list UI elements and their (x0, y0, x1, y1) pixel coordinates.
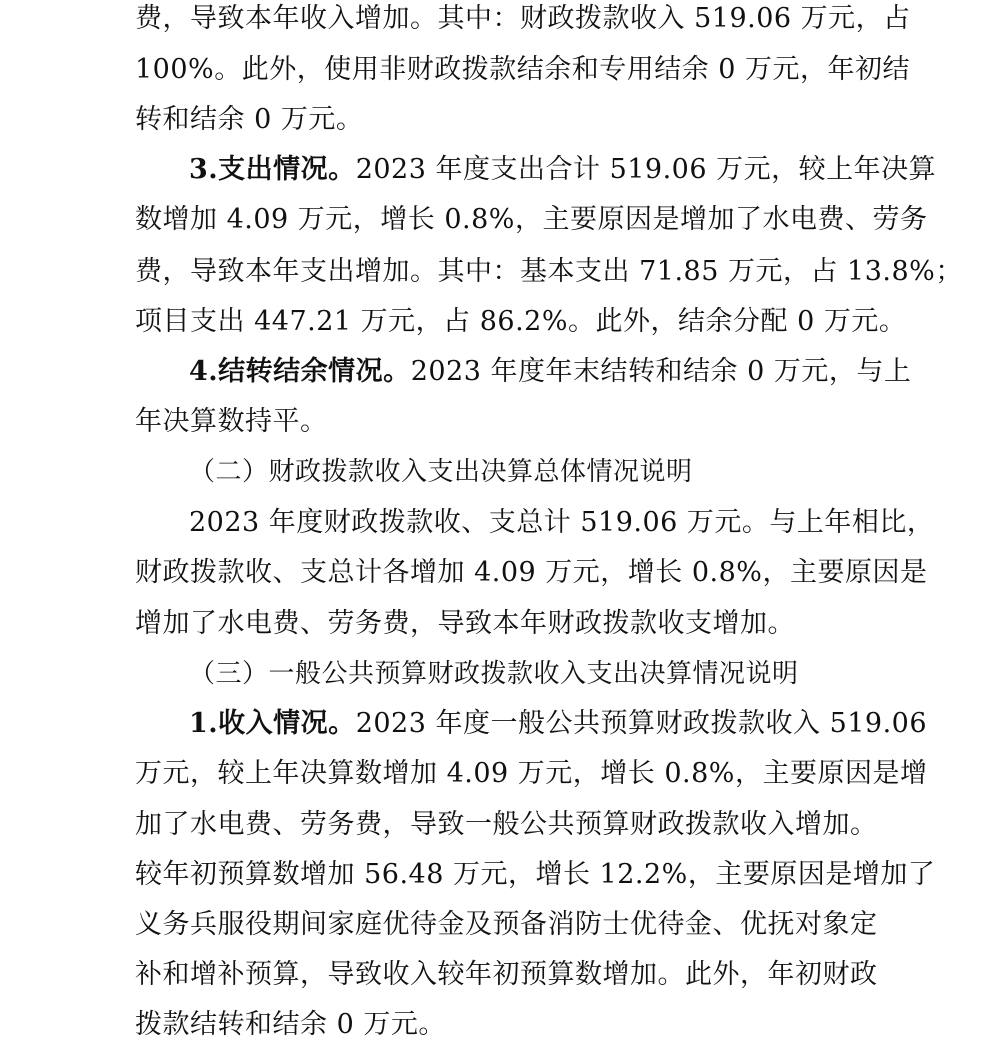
paragraph-line: 数增加 4.09 万元，增长 0.8%，主要原因是增加了水电费、劳务 (135, 204, 928, 235)
paragraph-line (189, 145, 937, 195)
paragraph-line (189, 347, 912, 397)
paragraph-line: 增加了水电费、劳务费，导致本年财政拨款收支增加。 (135, 608, 795, 639)
paragraph-line: 补和增补预算，导致收入较年初预算数增加。此外，年初财政 (135, 959, 878, 990)
paragraph-line: 较年初预算数增加 56.48 万元，增长 12.2%，主要原因是增加了 (135, 859, 936, 890)
paragraph-text: 2023 年度支出合计 519.06 万元，较上年决算 (355, 154, 937, 185)
section-heading: （二）财政拨款收入支出决算总体情况说明 (189, 457, 693, 487)
paragraph-text: 2023 年度年末结转和结余 0 万元，与上 (410, 356, 912, 387)
paragraph-line (189, 699, 928, 749)
paragraph-line: 财政拨款收、支总计各增加 4.09 万元，增长 0.8%，主要原因是 (135, 557, 928, 588)
paragraph-line: 加了水电费、劳务费，导致一般公共预算财政拨款收入增加。 (135, 809, 878, 840)
paragraph-line: 拨款结转和结余 0 万元。 (135, 1009, 446, 1040)
section-label: 3.支出情况。 (189, 154, 356, 185)
section-heading: （三）一般公共预算财政拨款收入支出决算情况说明 (189, 659, 799, 689)
paragraph-line: 费，导致本年支出增加。其中：基本支出 71.85 万元，占 13.8%； (135, 256, 963, 287)
paragraph-line: 项目支出 447.21 万元，占 86.2%。此外，结余分配 0 万元。 (135, 306, 907, 337)
paragraph-text: 2023 年度一般公共预算财政拨款收入 519.06 (355, 708, 928, 739)
section-label: 4.结转结余情况。 (189, 356, 411, 387)
paragraph-line: 100%。此外，使用非财政拨款结余和专用结余 0 万元，年初结 (135, 54, 911, 85)
paragraph-line: 费，导致本年收入增加。其中：财政拨款收入 519.06 万元，占 (135, 3, 911, 34)
paragraph-line: 万元，较上年决算数增加 4.09 万元，增长 0.8%，主要原因是增 (135, 758, 928, 789)
section-label: 1.收入情况。 (189, 708, 356, 739)
paragraph-line: 年决算数持平。 (135, 406, 328, 437)
paragraph-line: 转和结余 0 万元。 (135, 104, 364, 135)
paragraph-line: 义务兵服役期间家庭优待金及预备消防士优待金、优抚对象定 (135, 909, 878, 940)
paragraph-line: 2023 年度财政拨款收、支总计 519.06 万元。与上年相比， (189, 507, 935, 538)
